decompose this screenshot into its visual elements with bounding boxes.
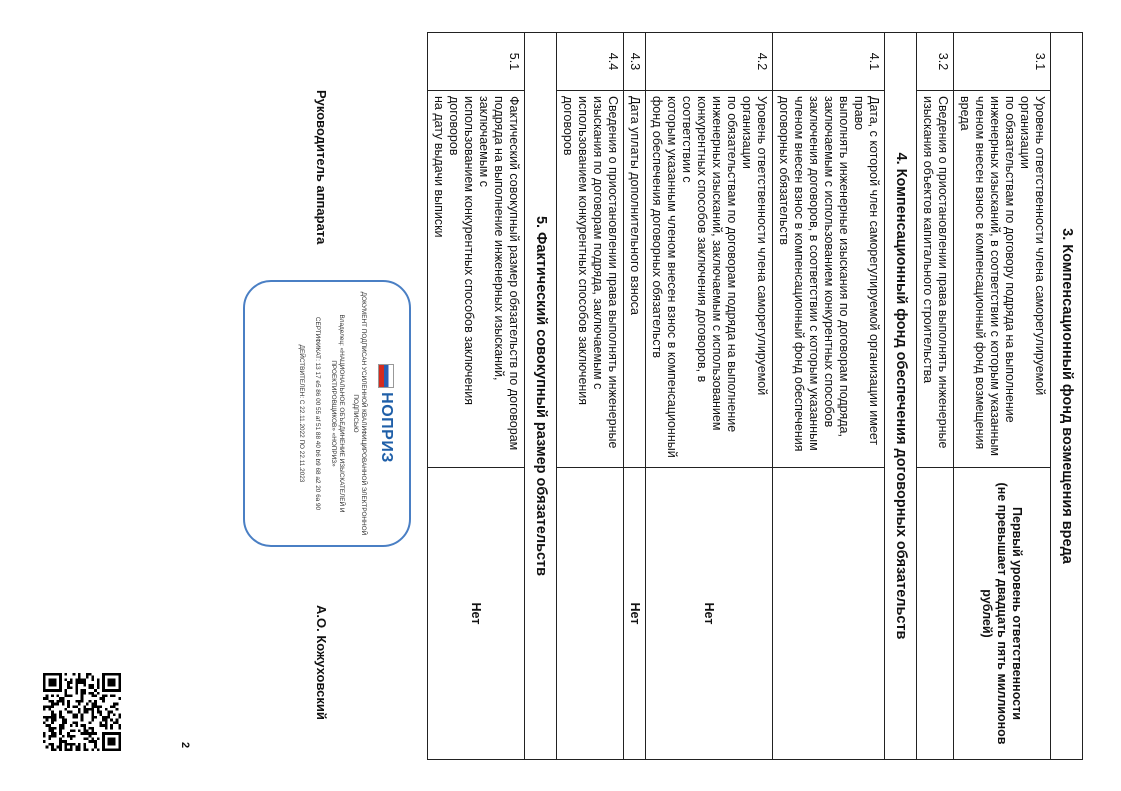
row-number: 4.3 [624,33,646,91]
table-row [917,33,954,760]
row-description [646,91,773,468]
description-line: Фактический совокупный размер обязательств по договорам [507,96,521,451]
description-line: по обязательствам по договорам подряда на выполнение [725,96,739,433]
section-title: 3. Компенсационный фонд возмещения вреда [1051,33,1083,760]
row-value [954,468,1051,760]
description-line: Сведения о приостановлении права выполнять инженерные [606,96,620,449]
value-line: Нет [469,602,484,625]
description-line: инженерных изысканий, в соответствии с которым указанным [988,96,1002,457]
description-line: использованием конкурентных способов заключения договоров [447,96,476,406]
description-line: членом внесен взнос в компенсационный фонд обеспечения [792,96,806,452]
row-number: 5.1 [428,33,525,91]
logo-text: НОПРИЗ [378,392,395,463]
description-line: выполнять инженерные изыскания по договорам подряда, [837,96,851,437]
row-number: 3.2 [917,33,954,91]
description-line: инженерных изысканий, заключаемым с использованием [710,96,724,431]
description-line: заключения договоров, в соответствии с которым указанным [807,96,821,451]
qr-code-icon [43,673,121,751]
stamp-validity: ДЕЙСТВИТЕЛЕН: С 22.11.2022 ПО 22.11.2023 [298,344,305,483]
section-title: 5. Фактический совокупный размер обязательств [525,33,557,760]
description-line: Дата, с которой член саморегулируемой организации имеет право [852,96,881,446]
description-line: на дату выдачи выписки [432,96,446,238]
row-value [917,468,954,760]
registry-extract-table [427,32,1083,760]
table-row [557,33,624,760]
row-value [646,468,773,760]
section-header-5 [525,33,557,760]
signatory-title: Руководитель аппарата [314,90,329,245]
table-row [646,33,773,760]
row-value [773,468,885,760]
table-row [773,33,885,760]
row-number: 3.1 [954,33,1051,91]
table-row [428,33,525,760]
table-row [624,33,646,760]
row-description [954,91,1051,468]
description-line: которым указанным членом внесен взнос в компенсационный [665,96,679,458]
description-line: членом внесен взнос в компенсационный фонд возмещения [973,96,987,450]
section-header-3 [1051,33,1083,760]
description-line: подряда на выполнение инженерных изысканий, заключаемым с [477,96,506,381]
row-value [428,468,525,760]
row-number: 4.4 [557,33,624,91]
electronic-signature-stamp [243,280,411,547]
signatory-name: А.О. Кожуховский [314,605,329,720]
row-description [428,91,525,468]
row-number: 4.2 [646,33,773,91]
description-line: изыскания объектов капитального строительства [921,96,935,384]
description-line: использованием конкурентных способов заключения договоров [561,96,590,406]
section-title: 4. Компенсационный фонд обеспечения договорных обязательств [885,33,917,760]
section-header-4 [885,33,917,760]
description-line: изыскания по договорам подряда, заключаемым с [591,96,605,390]
row-description [624,91,646,468]
description-line: вреда [958,96,972,131]
row-value [624,468,646,760]
row-description [773,91,885,468]
description-line: Сведения о приостановлении права выполнять инженерные [936,96,950,449]
row-value [557,468,624,760]
row-description [557,91,624,468]
stamp-certificate: СЕРТИФИКАТ: 13 17 e5 86 00 55 af 51 88 40 b6 b9 68 a2 20 6a 90 [314,316,321,511]
page-number: 2 [179,742,191,749]
flag-icon [378,364,394,388]
description-line: фонд обеспечения договорных обязательств [650,96,664,359]
description-line: по обязательствам по договору подряда на выполнение [1003,96,1017,423]
nopriz-logo [377,282,395,545]
value-line: Первый уровень ответственности [1010,507,1025,720]
description-line: договорных обязательств [777,96,791,246]
row-number: 4.1 [773,33,885,91]
value-line: Нет [702,602,717,625]
description-line: Уровень ответственности члена саморегулируемой организации [740,96,769,396]
stamp-owner: Владелец: «НАЦИОНАЛЬНОЕ ОБЪЕДИНЕНИЕ ИЗЫСКАТЕЛЕЙ И ПРОЕКТИРОВЩИКОВ» «НОПРИЗ» [330,314,345,513]
description-line: конкурентных способов заключения договоров, в соответствии с [680,96,709,383]
row-description [917,91,954,468]
value-line: (не превышает двадцать пять миллионов рублей) [980,482,1010,745]
value-line: Нет [628,602,642,625]
table-row [954,33,1051,760]
description-line: заключаемым с использованием конкурентных способов [822,96,836,428]
description-line: Дата уплаты дополнительного взноса [628,96,642,315]
stamp-signed-notice: ДОКУМЕНТ ПОДПИСАН УСИЛЕННОЙ КВАЛИФИЦИРОВАННОЙ ЭЛЕКТРОННОЙ ПОДПИСЬЮ [352,291,367,536]
description-line: Уровень ответственности члена саморегулируемой организации [1018,96,1047,396]
